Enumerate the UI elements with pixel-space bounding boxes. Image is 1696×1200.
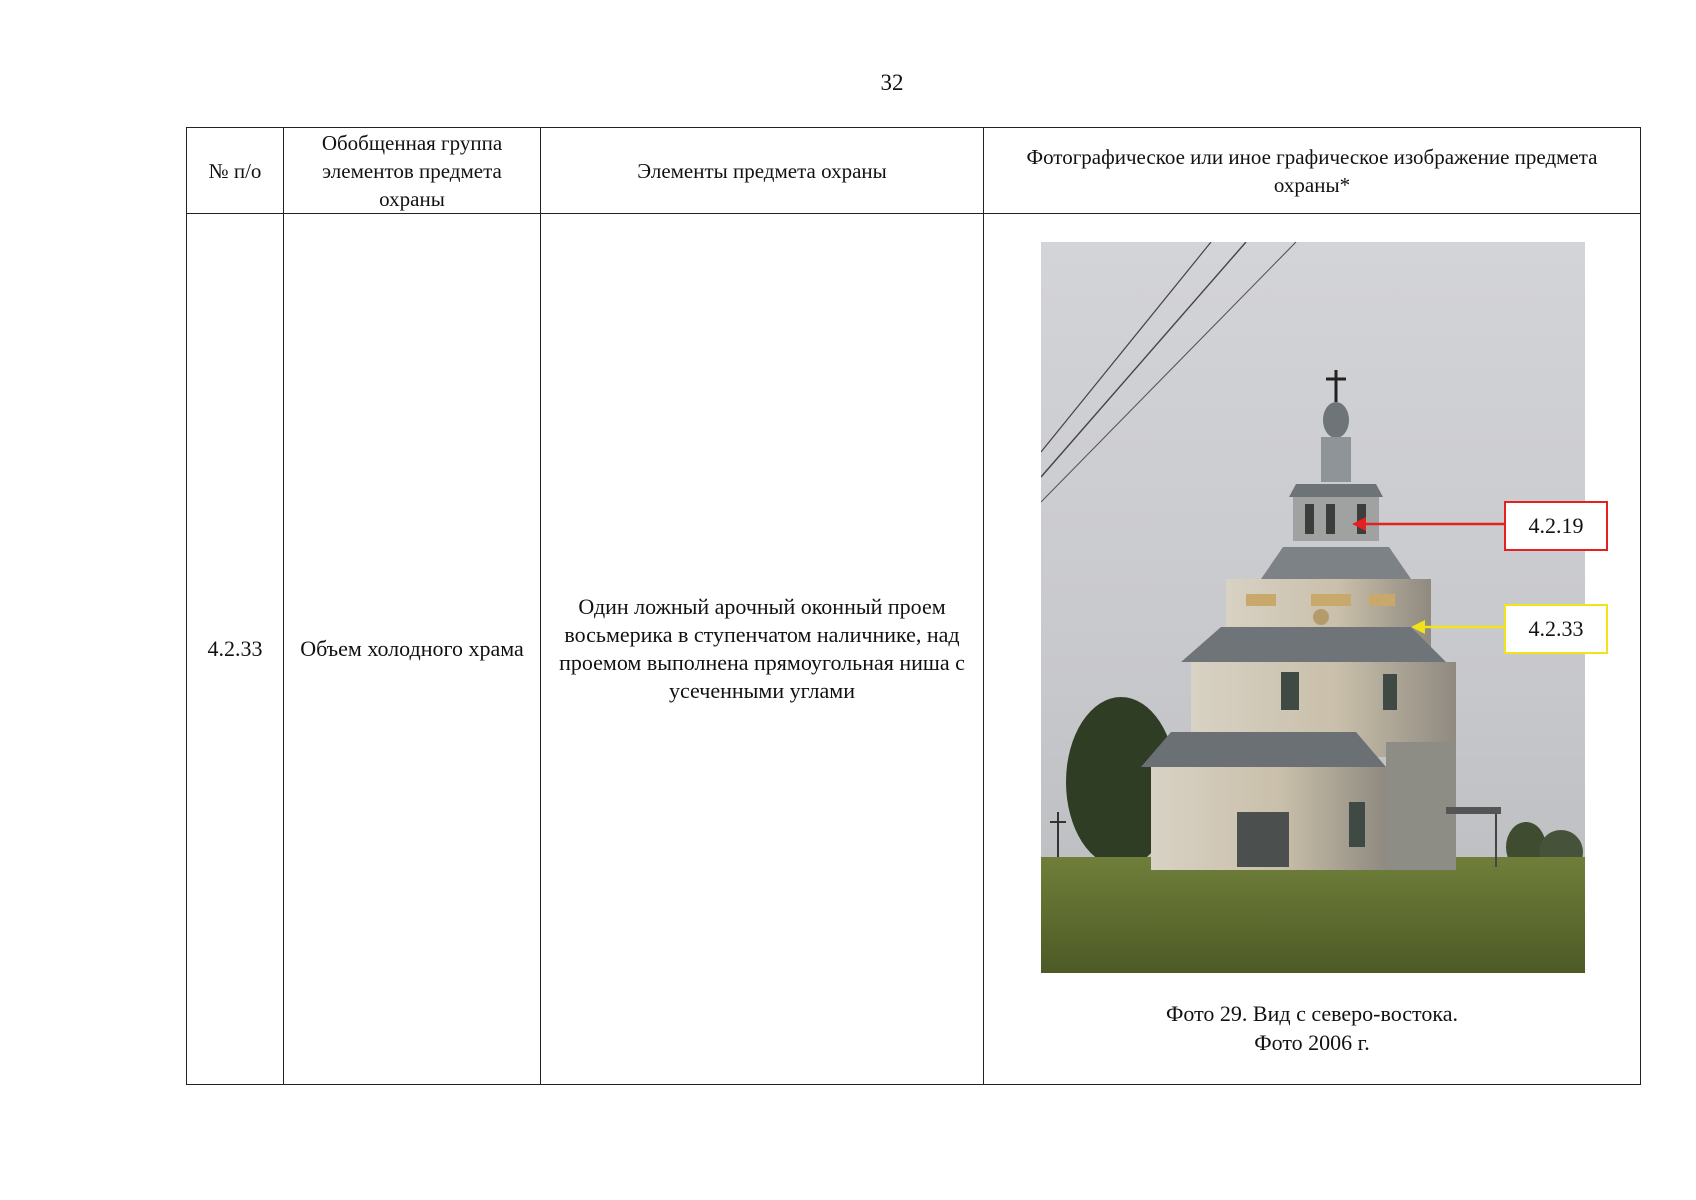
table-row — [187, 214, 1641, 1085]
photo-caption-line-2: Фото 2006 г. — [1254, 1030, 1370, 1055]
label-arrows — [984, 214, 1641, 1094]
arrow-head-red-icon — [1352, 517, 1366, 531]
header-elements: Элементы предмета охраны — [541, 128, 984, 214]
photo-caption — [984, 999, 1640, 1057]
row-group: Объем холодного храма — [284, 214, 541, 1085]
header-image: Фотографическое или иное графическое изображение предмета охраны* — [984, 128, 1641, 214]
header-group: Обобщенная группа элементов предмета охраны — [284, 128, 541, 214]
arrow-head-yellow-icon — [1411, 620, 1425, 634]
page-number: 32 — [880, 70, 904, 95]
table-header-row — [187, 128, 1641, 214]
row-elements: Один ложный арочный оконный проем восьмерика в ступенчатом наличнике, над проемом выполнена прямоугольная ниша с усеченными углами — [541, 214, 984, 1085]
row-number: 4.2.33 — [187, 214, 284, 1085]
callout-label-yellow: 4.2.33 — [1504, 604, 1608, 654]
protection-items-table — [186, 127, 1641, 1085]
callout-label-red: 4.2.19 — [1504, 501, 1608, 551]
row-image-cell — [984, 214, 1641, 1085]
header-number: № п/о — [187, 128, 284, 214]
photo-caption-line-1: Фото 29. Вид с северо-востока. — [1166, 1001, 1458, 1026]
